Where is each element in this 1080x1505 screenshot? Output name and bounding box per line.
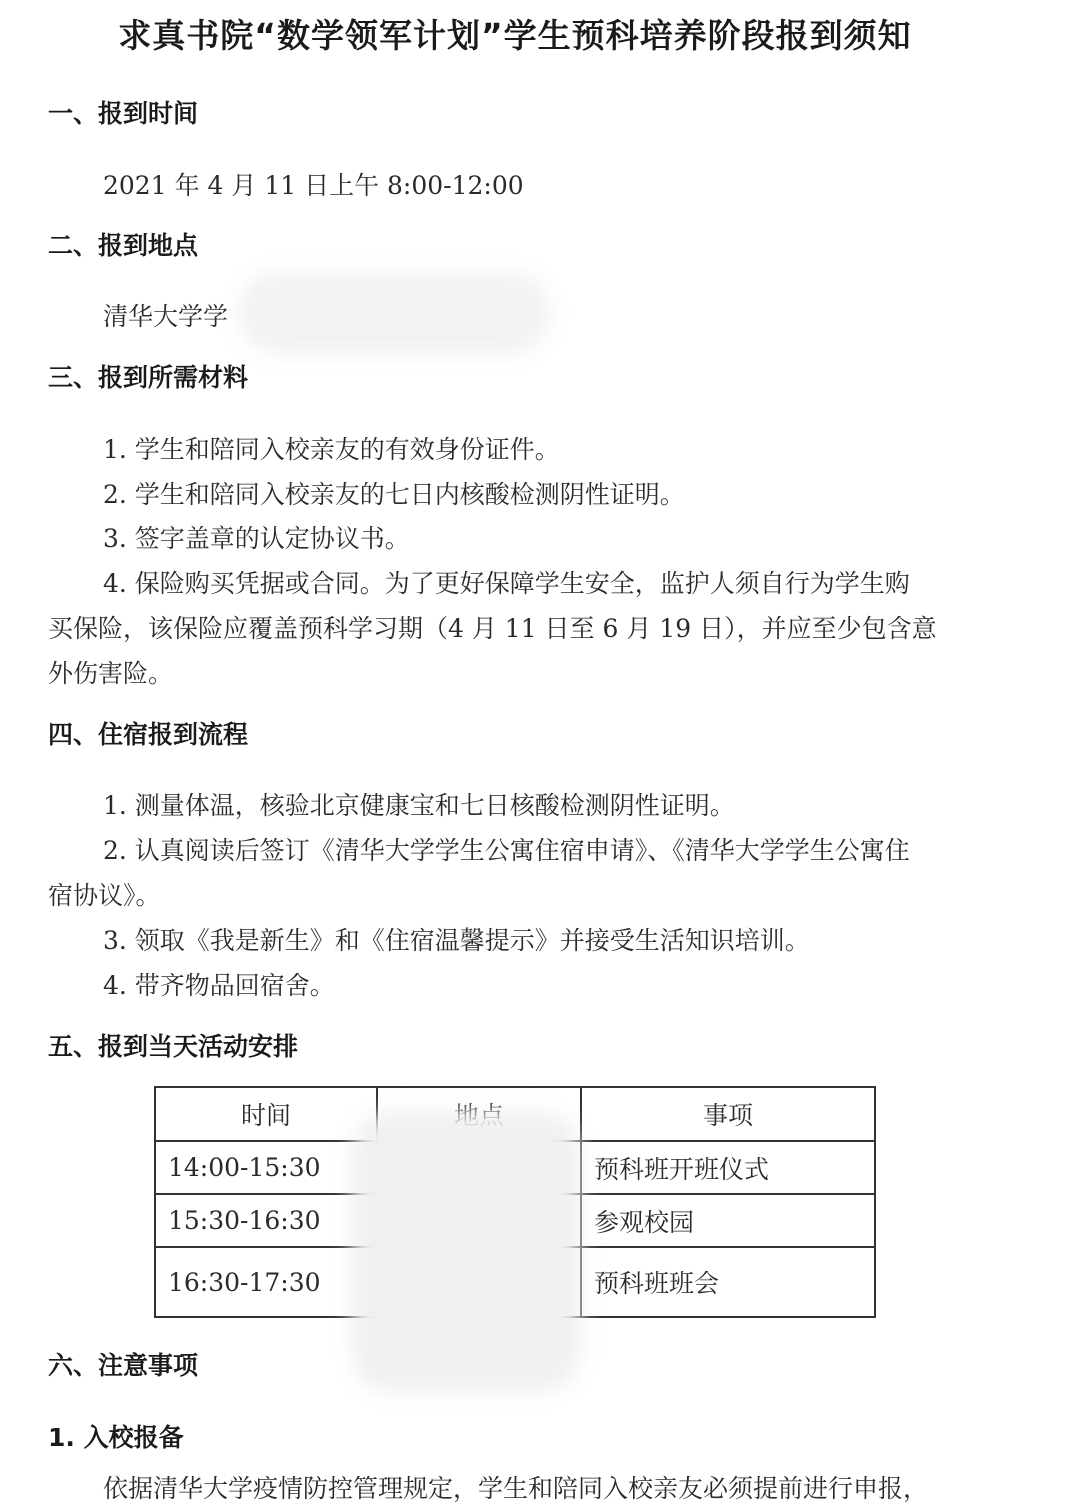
process-item: 3. 领取《我是新生》和《住宿温馨提示》并接受生活知识培训。 xyxy=(103,926,810,955)
section-heading-notes: 六、注意事项 xyxy=(48,1351,199,1380)
column-header-item: 事项 xyxy=(581,1087,875,1141)
materials-item: 1. 学生和陪同入校亲友的有效身份证件。 xyxy=(103,435,560,464)
cell-item: 预科班开班仪式 xyxy=(581,1141,875,1194)
cell-item: 预科班班会 xyxy=(581,1247,875,1317)
redaction-blur-place xyxy=(238,272,550,354)
section-heading-process: 四、住宿报到流程 xyxy=(48,720,249,749)
column-header-time: 时间 xyxy=(155,1087,377,1141)
report-place-text: 清华大学学 xyxy=(103,302,229,331)
report-time-text: 2021 年 4 月 11 日上午 8:00-12:00 xyxy=(103,171,524,200)
materials-item: 4. 保险购买凭据或合同。为了更好保障学生安全，监护人须自行为学生购 xyxy=(103,569,910,598)
notes-subheading: 1. 入校报备 xyxy=(48,1423,184,1452)
process-item: 1. 测量体温，核验北京健康宝和七日核酸检测阴性证明。 xyxy=(103,791,735,820)
materials-item-continued: 买保险，该保险应覆盖预科学习期（4 月 11 日至 6 月 19 日），并应至少包含意 xyxy=(48,614,937,643)
section-heading-materials: 三、报到所需材料 xyxy=(48,363,249,392)
section-heading-place: 二、报到地点 xyxy=(48,231,199,260)
process-item: 2. 认真阅读后签订《清华大学学生公寓住宿申请》、《清华大学学生公寓住 xyxy=(103,836,910,865)
process-item-continued: 宿协议》。 xyxy=(48,881,161,910)
cell-time: 14:00-15:30 xyxy=(155,1141,377,1194)
section-heading-time: 一、报到时间 xyxy=(48,99,199,128)
process-item: 4. 带齐物品回宿舍。 xyxy=(103,971,335,1000)
section-heading-schedule: 五、报到当天活动安排 xyxy=(48,1032,299,1061)
materials-item-continued: 外伤害险。 xyxy=(48,659,174,688)
materials-item: 2. 学生和陪同入校亲友的七日内核酸检测阴性证明。 xyxy=(103,480,685,509)
cell-item: 参观校园 xyxy=(581,1194,875,1247)
cell-time: 15:30-16:30 xyxy=(155,1194,377,1247)
materials-item: 3. 签字盖章的认定协议书。 xyxy=(103,524,410,553)
redaction-blur-table xyxy=(352,1112,580,1392)
document-title: 求真书院“数学领军计划”学生预科培养阶段报到须知 xyxy=(118,16,912,55)
cell-time: 16:30-17:30 xyxy=(155,1247,377,1317)
notes-text: 依据清华大学疫情防控管理规定，学生和陪同入校亲友必须提前进行申报， xyxy=(103,1474,929,1503)
